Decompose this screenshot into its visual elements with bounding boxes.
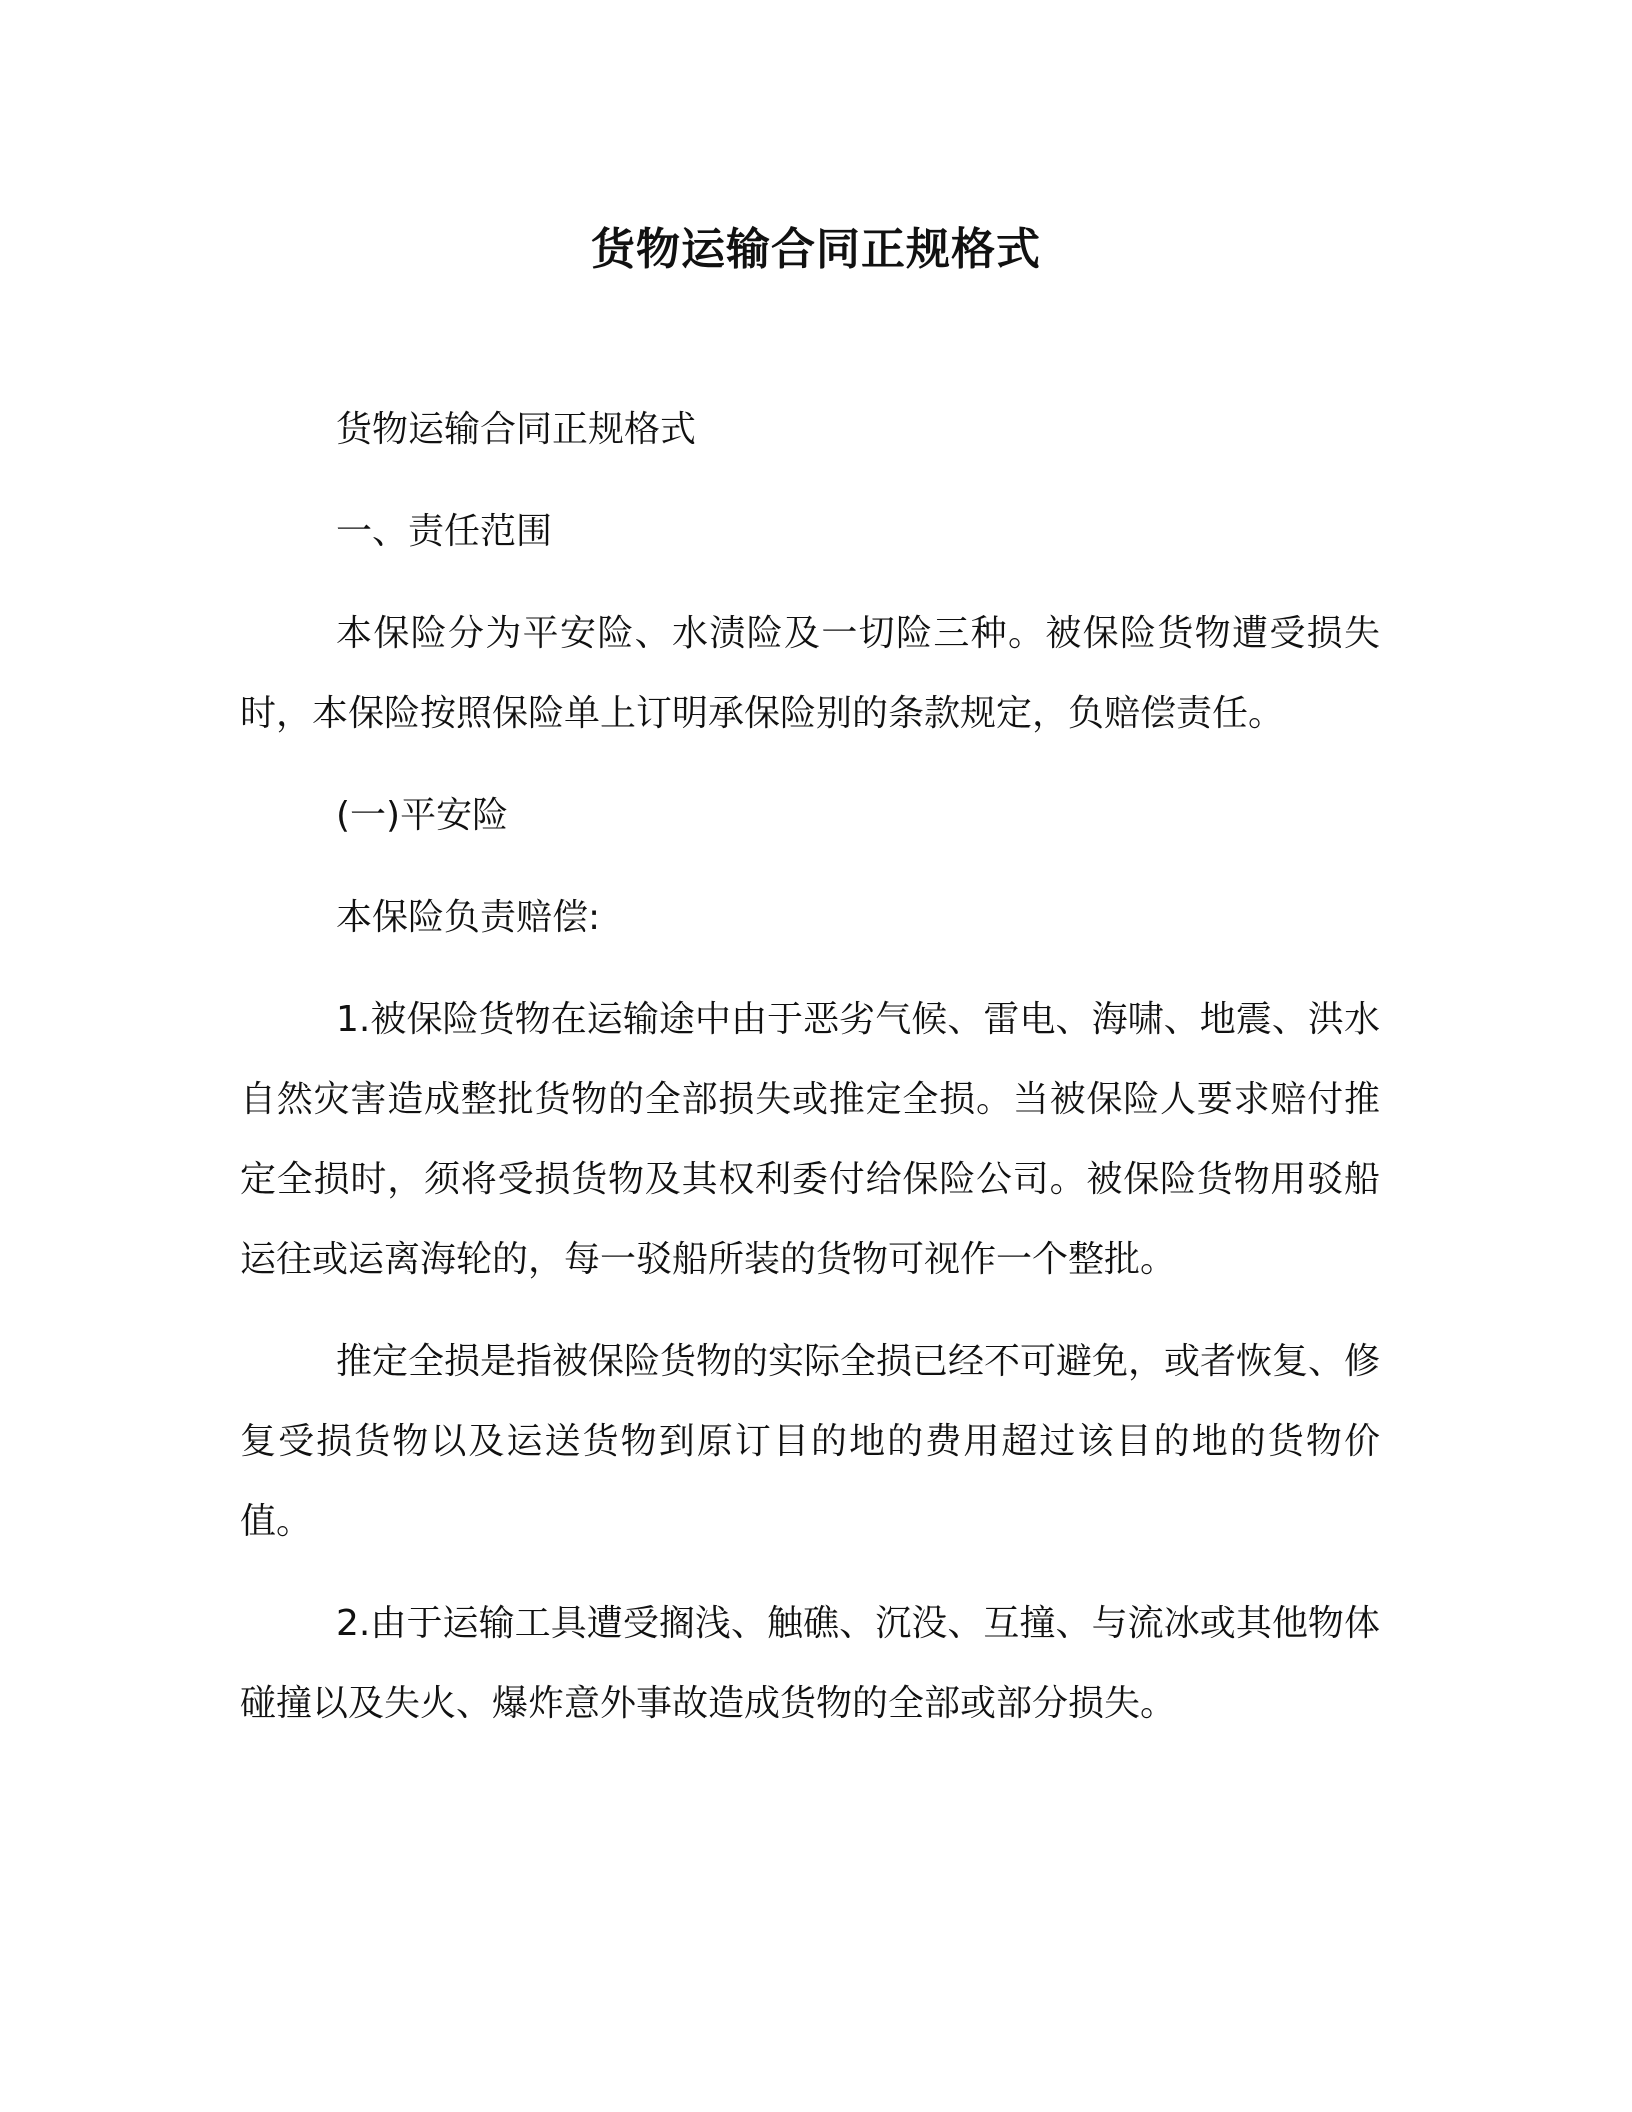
document-body <box>240 390 1380 1744</box>
paragraph-heading: 货物运输合同正规格式 <box>336 409 697 450</box>
section-heading-liability-scope: 一、责任范围 <box>336 511 553 552</box>
paragraph-constructive-total-loss: 推定全损是指被保险货物的实际全损已经不可避免，或者恢复、修复受损货物以及运送货物到原订目的地的费用超过该目的地的货物价值。 <box>240 1341 1381 1542</box>
clause-2: 2.由于运输工具遭受搁浅、触礁、沉没、互撞、与流冰或其他物体碰撞以及失火、爆炸意外事故造成货物的全部或部分损失。 <box>240 1603 1380 1724</box>
clause-1: 1.被保险货物在运输途中由于恶劣气候、雷电、海啸、地震、洪水自然灾害造成整批货物的全部损失或推定全损。当被保险人要求赔付推定全损时，须将受损货物及其权利委付给保险公司。被保险货物用驳船运往或运离海轮的，每一驳船所装的货物可视作一个整批。 <box>240 999 1380 1280</box>
document-title: 货物运输合同正规格式 <box>591 224 1041 275</box>
paragraph-coverage-intro: 本保险负责赔偿: <box>336 897 601 938</box>
paragraph-insurance-types: 本保险分为平安险、水渍险及一切险三种。被保险货物遭受损失时，本保险按照保险单上订明承保险别的条款规定，负赔偿责任。 <box>240 613 1380 734</box>
subsection-heading-fpa: (一)平安险 <box>336 795 509 836</box>
